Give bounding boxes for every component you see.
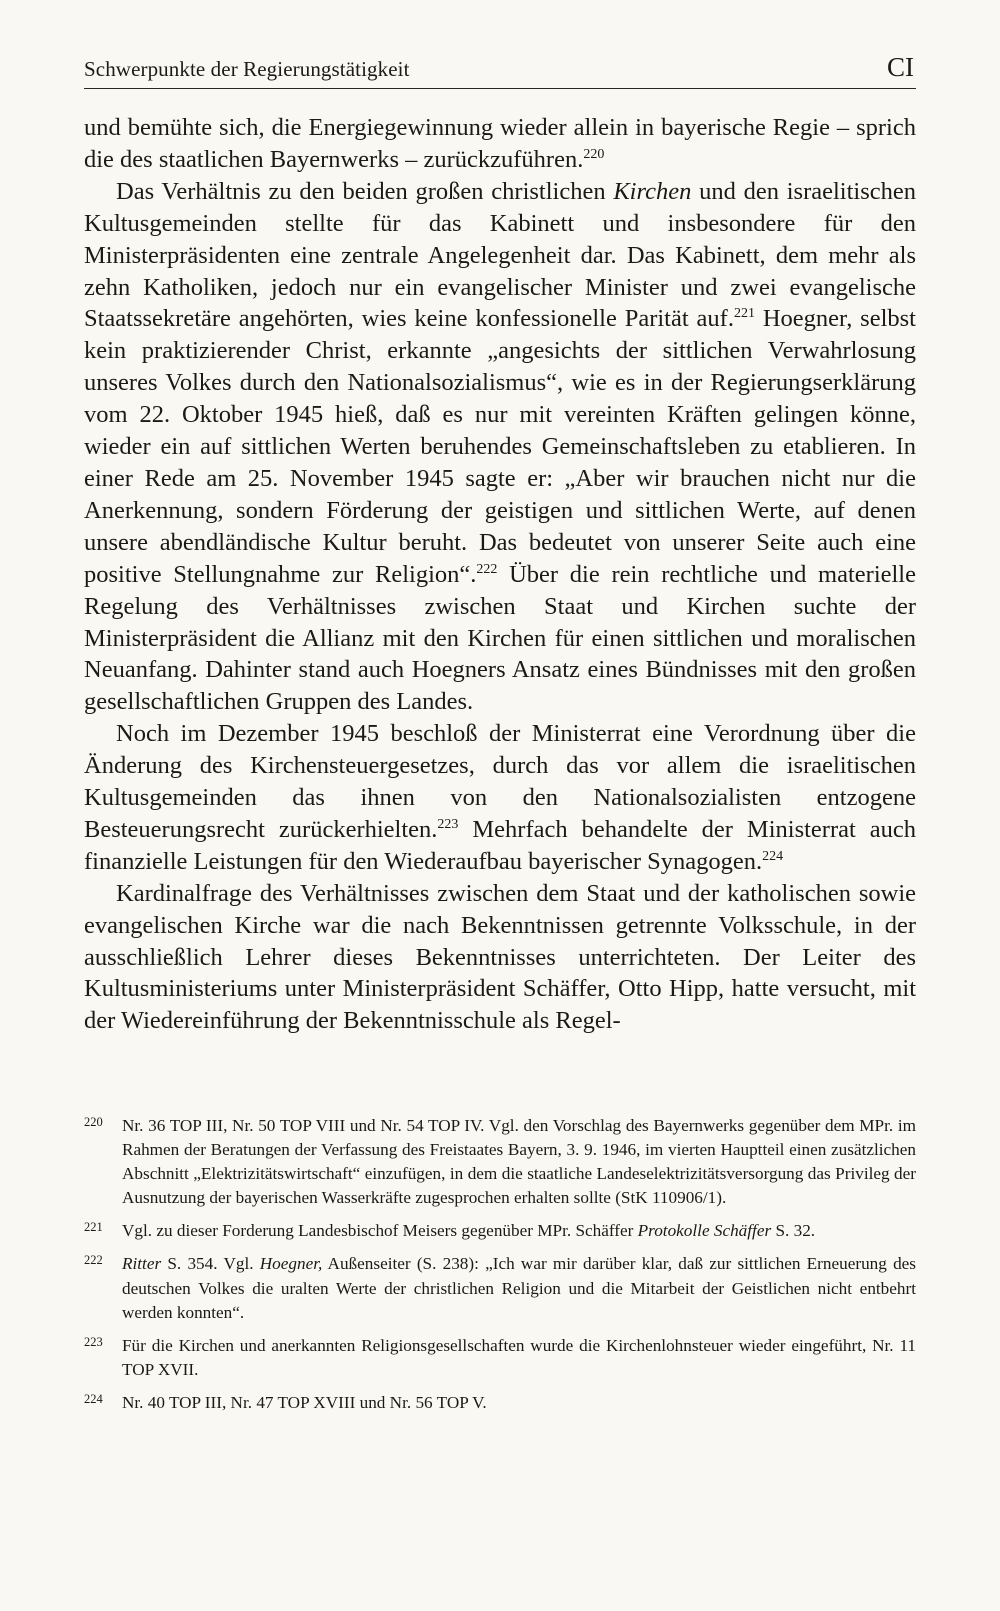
- footnote: [84, 1252, 916, 1324]
- paragraph-text: und bemühte sich, die Energiegewinnung wieder allein in bayerische Regie – sprich die des staatlichen Bayernwerks – zurückzuführen.: [84, 114, 916, 173]
- footnote-ref: 224: [762, 848, 784, 864]
- page-number: CI: [887, 52, 914, 82]
- paragraph: [84, 176, 916, 718]
- footnote-text: S. 354. Vgl.: [161, 1254, 260, 1274]
- paragraph: [84, 718, 916, 878]
- footnote-citation: Hoegner,: [259, 1254, 323, 1274]
- footnote-citation: Ritter: [122, 1254, 162, 1274]
- paragraph-text: Kardinalfrage des Verhältnisses zwischen dem Staat und der katholischen sowie evangelischen Kirche war die nach Bekenntnissen getrennte Volksschule, in der ausschließlich Lehrer dieses Bekenntnisses unterrichteten. Der Leiter des Kultusministeriums unter Ministerpräsident Schäffer, Otto Hipp, hatte versucht, mit der Wiedereinführung der Bekenntnisschule als Regel-: [84, 879, 916, 1035]
- footnote-text: Vgl. zu dieser Forderung Landesbischof Meisers gegenüber MPr. Schäffer: [122, 1221, 638, 1241]
- main-text: [84, 112, 916, 1037]
- footnote: [84, 1334, 916, 1382]
- footnote-citation: Protokolle Schäffer: [637, 1221, 772, 1241]
- paragraph-text: Über die rein rechtliche und materielle Regelung des Verhältnisses zwischen Staat und Kirchen suchte der Ministerpräsident die Allianz mit den Kirchen für einen sittlichen und moralischen Neuanfang. Dahinter stand auch Hoegners Ansatz eines Bündnisses mit den großen gesellschaftlichen Gruppen des Landes.: [84, 560, 916, 716]
- footnote: [84, 1391, 916, 1415]
- paragraph: [84, 112, 916, 176]
- footnote-text: S. 32.: [771, 1221, 816, 1241]
- footnote-ref: 223: [437, 816, 459, 832]
- footnote-text: Nr. 40 TOP III, Nr. 47 TOP XVIII und Nr. 56 TOP V.: [122, 1392, 487, 1412]
- footnote-ref: 222: [476, 561, 498, 577]
- footnote-number: 223: [84, 1334, 103, 1349]
- footnote-text: Nr. 36 TOP III, Nr. 50 TOP VIII und Nr. 54 TOP IV. Vgl. den Vorschlag des Bayernwerks gegenüber dem MPr. im Rahmen der Beratungen der Verfassung des Freistaates Bayern, 3. 9. 1946, im vierten Hauptteil einen zusätzlichen Abschnitt „Elektrizitätswirtschaft“ einzufügen, in dem die staatliche Landeselektrizitätsversorgung das Privileg der Ausnutzung der bayerischen Wasserkräfte zugesprochen erhalten sollte (StK 110906/1).: [122, 1116, 916, 1208]
- footnote-ref: 220: [583, 146, 605, 162]
- page-header: [84, 50, 916, 89]
- footnote: [84, 1219, 916, 1243]
- footnote-number: 222: [84, 1253, 103, 1268]
- running-title: Schwerpunkte der Regierungstätigkeit: [84, 57, 410, 81]
- emphasis: Kirchen: [613, 177, 692, 205]
- paragraph: [84, 878, 916, 1038]
- footnote-text: Für die Kirchen und anerkannten Religionsgesellschaften wurde die Kirchenlohnsteuer wieder eingeführt, Nr. 11 TOP XVII.: [122, 1335, 916, 1379]
- footnote-ref: 221: [733, 306, 755, 322]
- footnote: [84, 1114, 916, 1210]
- footnote-number: 221: [84, 1220, 103, 1235]
- paragraph-text: Hoegner, selbst kein praktizierender Christ, erkannte „angesichts der sittlichen Verwahrlosung unseres Volkes durch den Nationalsozialismus“, wie es in der Regierungserklärung vom 22. Oktober 1945 hieß, daß es nur mit vereinten Kräften gelingen könne, wieder ein auf sittlichen Werten beruhendes Gemeinschaftsleben zu etablieren. In einer Rede am 25. November 1945 sagte er: „Aber wir brauchen nicht nur die Anerkennung, sondern Förderung der geistigen und sittlichen Werte, auf denen unsere abendländische Kultur beruht. Das bedeutet von unserer Seite auch eine positive Stellungnahme zur Religion“.: [84, 305, 916, 588]
- paragraph-text: und den israelitischen Kultusgemeinden stellte für das Kabinett und insbesondere für den Ministerpräsidenten eine zentrale Angelegenheit dar. Das Kabinett, dem mehr als zehn Katholiken, jedoch nur ein evangelischer Minister und zwei evangelische Staatssekretäre angehörten, wies keine konfessionelle Parität auf.: [84, 177, 916, 333]
- paragraph-text: Das Verhältnis zu den beiden großen christlichen: [116, 177, 614, 205]
- paragraph-text: Noch im Dezember 1945 beschloß der Ministerrat eine Verordnung über die Änderung des Kirchensteuergesetzes, durch das vor allem die israelitischen Kultusgemeinden das ihnen von den Nationalsozialisten entzogene Besteuerungsrecht zurückerhielten.: [84, 720, 916, 843]
- footnote-text: Außenseiter (S. 238): „Ich war mir darüber klar, daß zur sittlichen Erneuerung des deutschen Volkes die uralten Werte der christlichen Religion und die Mitarbeit der Geistlichen nicht entbehrt werden konnten“.: [122, 1254, 916, 1322]
- footnotes: [84, 1114, 916, 1424]
- paragraph-text: Mehrfach behandelte der Ministerrat auch finanzielle Leistungen für den Wiederaufbau bayerischer Synagogen.: [84, 815, 916, 875]
- footnote-number: 220: [84, 1115, 103, 1129]
- footnote-number: 224: [84, 1391, 103, 1406]
